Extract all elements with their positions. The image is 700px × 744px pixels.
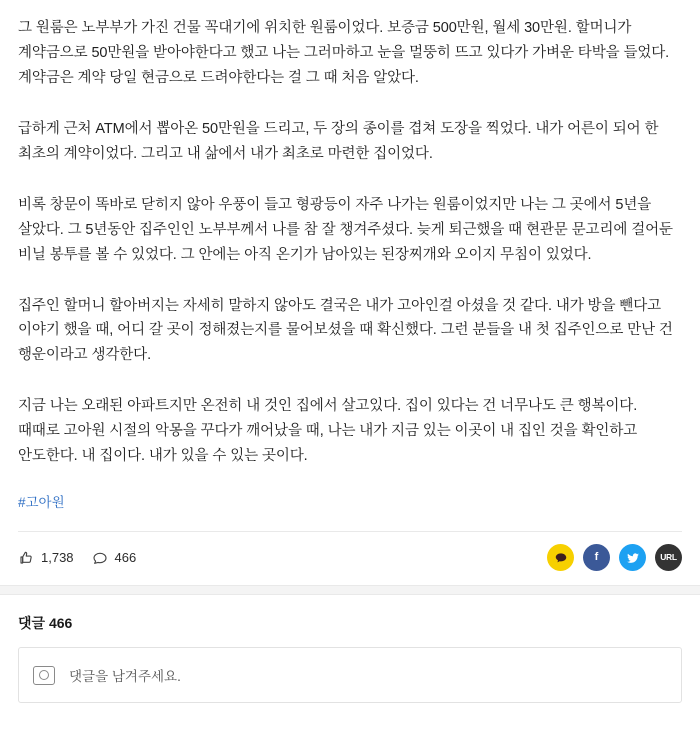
camera-icon[interactable] (33, 666, 55, 685)
comment-count: 466 (114, 550, 137, 566)
article-paragraph: 급하게 근처 ATM에서 뽑아온 50만원을 드리고, 두 장의 종이를 겹쳐 도장을 찍었다. 내가 어른이 되어 한 최초의 계약이었다. 그리고 내 삶에서 내가 최초로 마련한 집이었다. (18, 120, 659, 162)
article-paragraph: 비록 창문이 똑바로 닫히지 않아 우풍이 들고 형광등이 자주 나가는 원룸이었지만 나는 그 곳에서 5년을 살았다. 그 5년동안 집주인인 노부부께서 나를 참 잘 챙겨주셨다. 늦게 퇴근했을 때 현관문 문고리에 걸어둔 비닐 봉투를 볼 수 있었다. 그 안에는 아직 온기가 남아있는 된장찌개와 오이지 무침이 있었다. (18, 196, 673, 263)
article-paragraph: 지금 나는 오래된 아파트지만 온전히 내 것인 집에서 살고있다. 집이 있다는 건 너무나도 큰 행복이다. 때때로 고아원 시절의 악몽을 꾸다가 깨어났을 때, 나는 내가 지금 있는 이곳이 내 집인 것을 확인하고 안도한다. 내 집이다. 내가 있을 수 있는 곳이다. (18, 398, 638, 465)
kakao-chat-icon (554, 551, 568, 565)
reaction-counts (18, 550, 136, 566)
comment-input-box[interactable] (18, 647, 682, 703)
comment-count-button[interactable] (92, 550, 137, 566)
share-kakao-button[interactable] (547, 544, 574, 571)
share-twitter-button[interactable] (619, 544, 646, 571)
comments-section-separator (0, 585, 700, 595)
twitter-bird-icon (626, 551, 640, 565)
thumbs-up-icon (18, 550, 34, 566)
comment-icon (92, 550, 108, 566)
share-facebook-button[interactable]: f (583, 544, 610, 571)
share-buttons (547, 544, 682, 571)
article-paragraph: 그 원룸은 노부부가 가진 건물 꼭대기에 위치한 원룸이었다. 보증금 500만원, 월세 30만원. 할머니가 계약금으로 50만원을 받아야한다고 했고 나는 그러마하고 눈을 멀뚱히 뜨고 있다가 가벼운 타박을 들었다. 계약금은 계약 당일 현금으로 드려야한다는 걸 그 때 처음 알았다. (18, 20, 670, 86)
reaction-bar (0, 532, 700, 585)
comments-heading: 댓글 466 (18, 615, 73, 632)
article-paragraph: 집주인 할머니 할아버지는 자세히 말하지 않아도 결국은 내가 고아인걸 아셨을 것 같다. 내가 방을 뺀다고 이야기 했을 때, 어디 갈 곳이 정해졌는지를 물어보셨을 때 확신했다. 그런 분들을 내 첫 집주인으로 만난 건 행운이라고 생각한다. (18, 297, 673, 364)
hashtag-link[interactable]: #고아원 (18, 495, 65, 511)
share-url-button[interactable]: URL (655, 544, 682, 571)
comment-input-placeholder[interactable]: 댓글을 남겨주세요. (69, 669, 181, 685)
like-button[interactable] (18, 550, 74, 566)
like-count: 1,738 (41, 550, 74, 566)
